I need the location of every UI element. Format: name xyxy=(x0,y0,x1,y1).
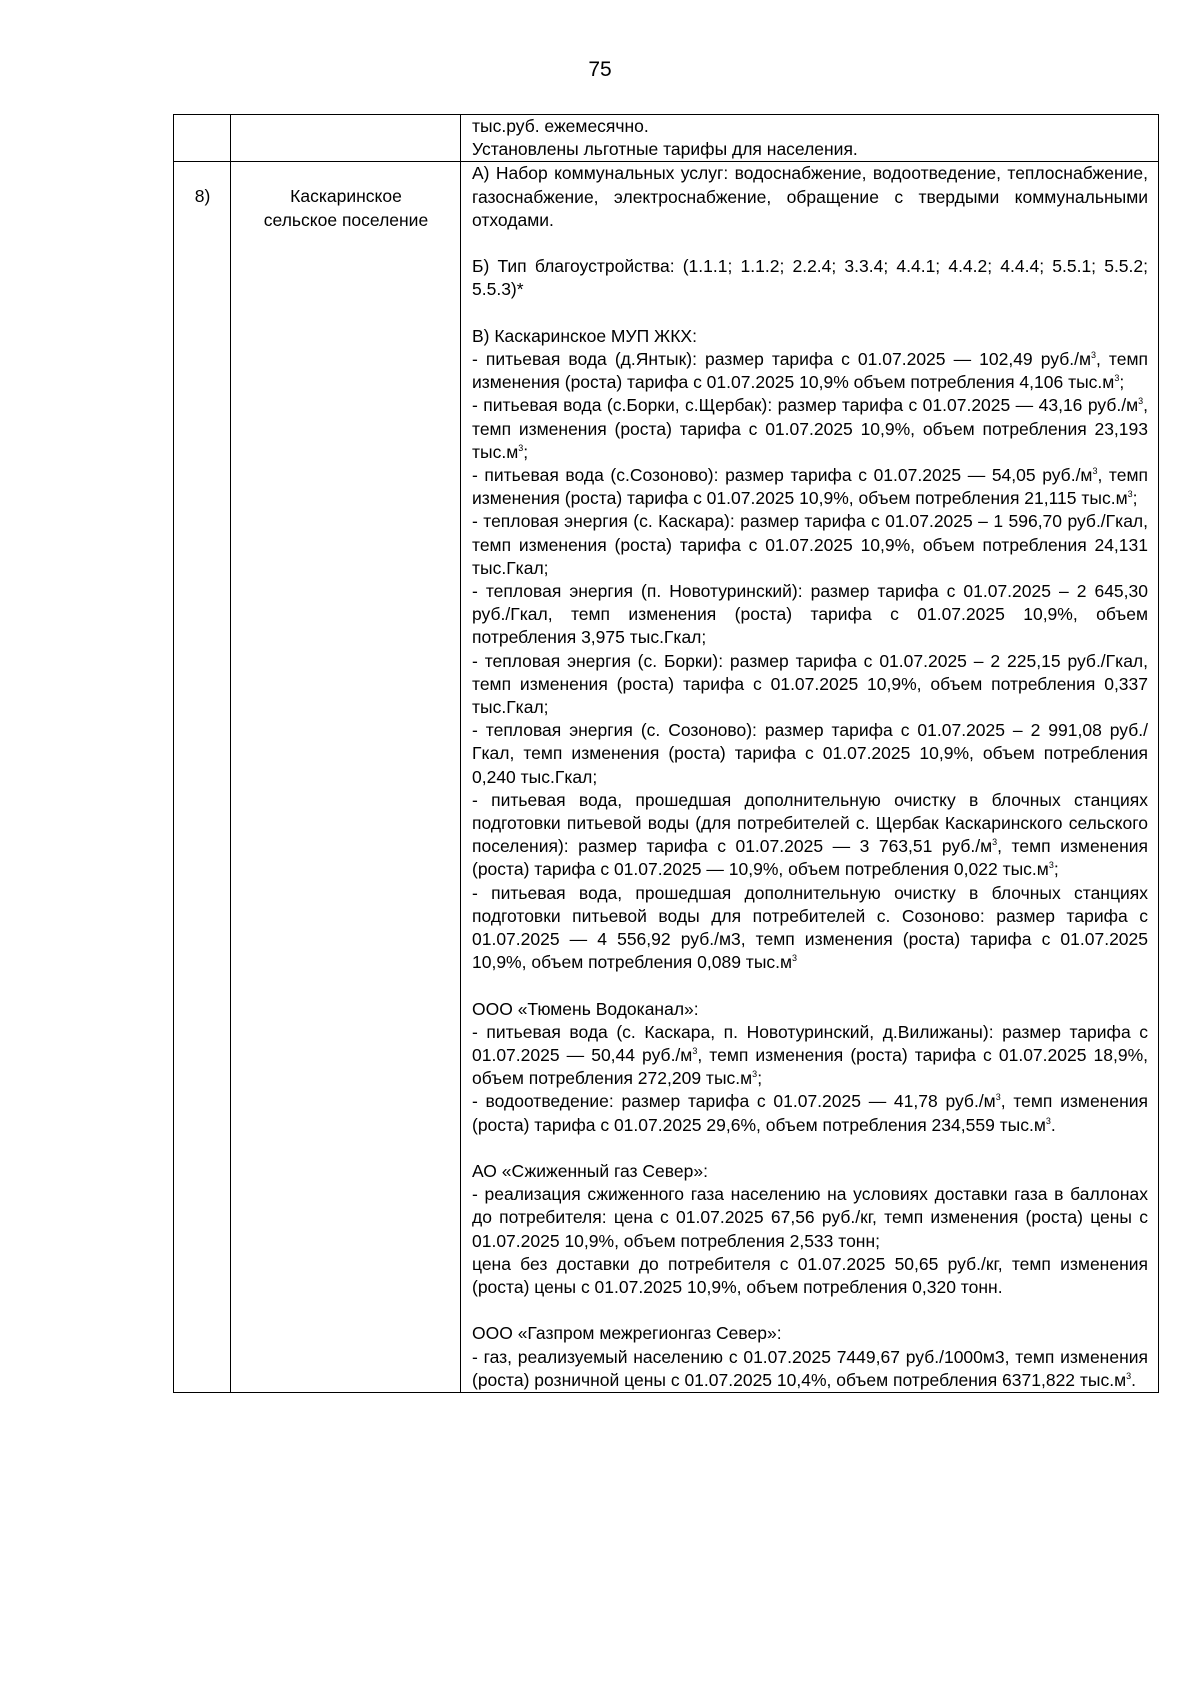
tariff-item: - газ, реализуемый населению с 01.07.2025 7449,67 руб./1000м3, темп изменения (роста) розничной цены с 01.07.2025 10,4%, объем потребления 6371,822 $тыс.м^3$. xyxy=(472,1346,1148,1390)
tariff-item: - тепловая энергия (с. Созоново): размер тарифа с 01.07.2025 – 2 991,08 руб./Гкал, темп изменения (роста) тарифа с 01.07.2025 10,9%, объем потребления 0,240 тыс.Гкал; xyxy=(472,720,1148,787)
services-paragraph: А) Набор коммунальных услуг: водоснабжение, водоотведение, теплоснабжение, газоснабжение, электроснабжение, обращение с твердыми коммунальными отходами. xyxy=(472,163,1148,230)
gazprom-heading: ООО «Газпром межрегионгаз Север»: xyxy=(472,1323,782,1344)
row-number-cell xyxy=(174,115,231,162)
page-number: 75 xyxy=(588,58,612,81)
vodokanal-heading: ООО «Тюмень Водоканал»: xyxy=(472,998,699,1019)
improvement-type-paragraph: Б) Тип благоустройства: (1.1.1; 1.1.2; 2.2.4; 3.3.4; 4.4.1; 4.4.2; 4.4.4; 5.5.1; 5.5.2; 5.5.3)* xyxy=(472,256,1148,300)
tariff-table xyxy=(173,114,1159,1393)
table-row-continued xyxy=(174,115,1159,162)
continued-line-1: тыс.руб. ежемесячно. xyxy=(472,116,649,136)
settlement-name-line-2: сельское поселение xyxy=(263,209,429,230)
tariff-item: - водоотведение: размер тарифа с 01.07.2025 — 41,78 $руб./м^3$, темп изменения (роста) тарифа с 01.07.2025 29,6%, объем потребления 234,559 $тыс.м^3$. xyxy=(472,1091,1148,1135)
tariff-item: - тепловая энергия (с. Борки): размер тарифа с 01.07.2025 – 2 225,15 руб./Гкал, темп изменения (роста) тарифа с 01.07.2025 10,9%, объем потребления 0,337 тыс.Гкал; xyxy=(472,650,1148,718)
description-cell xyxy=(461,115,1159,162)
tariff-item: - питьевая вода, прошедшая дополнительную очистку в блочных станциях подготовки питьевой воды (для потребителей с. Щербак Каскаринского сельского поселения): размер тарифа с 01.07.2025 — 3 763,51 $руб./м^3$, темп изменения (роста) тарифа с 01.07.2025 — 10,9%, объем потребления 0,022 $тыс.м^3$; xyxy=(472,789,1148,880)
gas-sever-heading: АО «Сжиженный газ Север»: xyxy=(472,1161,708,1182)
tariff-item: - питьевая вода (д.Янтык): размер тарифа с 01.07.2025 — 102,49 $руб./м^3$, темп изменения (роста) тарифа с 01.07.2025 10,9% объем потребления 4,106 $тыс.м^3$; xyxy=(472,349,1148,393)
tariff-item: цена без доставки до потребителя с 01.07.2025 50,65 руб./кг, темп изменения (роста) цены с 01.07.2025 10,9%, объем потребления 0,320 тонн. xyxy=(472,1253,1148,1298)
description-cell xyxy=(461,162,1159,1393)
table-row-8 xyxy=(174,162,1159,1393)
tariff-item: - питьевая вода (с.Созоново): размер тарифа с 01.07.2025 — 54,05 $руб./м^3$, темп изменения (роста) тарифа с 01.07.2025 10,9%, объем потребления 21,115 $тыс.м^3$; xyxy=(472,465,1148,509)
tariff-item: - тепловая энергия (с. Каскара): размер тарифа с 01.07.2025 – 1 596,70 руб./Гкал, темп изменения (роста) тарифа с 01.07.2025 10,9%, объем потребления 24,131 тыс.Гкал; xyxy=(472,511,1148,578)
settlement-name-cell xyxy=(231,162,461,1393)
tariff-item: - питьевая вода, прошедшая дополнительную очистку в блочных станциях подготовки питьевой воды для потребителей с. Созоново: размер тарифа с 01.07.2025 — 4 556,92 руб./м3, темп изменения (роста) тарифа с 01.07.2025 10,9%, объем потребления 0,089 $тыс.м^3$ xyxy=(472,882,1148,973)
tariff-item: - тепловая энергия (п. Новотуринский): размер тарифа с 01.07.2025 – 2 645,30 руб./Гкал, темп изменения (роста) тарифа с 01.07.2025 10,9%, объем потребления 3,975 тыс.Гкал; xyxy=(472,581,1148,648)
settlement-name-cell xyxy=(231,115,461,162)
tariff-item: - питьевая вода (с.Борки, с.Щербак): размер тарифа с 01.07.2025 — 43,16 $руб./м^3$, темп изменения (роста) тарифа с 01.07.2025 10,9%, объем потребления 23,193 $тыс.м^3$; xyxy=(472,395,1148,462)
tariff-item: - реализация сжиженного газа населению на условиях доставки газа в баллонах до потребителя: цена с 01.07.2025 67,56 руб./кг, темп изменения (роста) цены с 01.07.2025 10,9%, объем потребления 2,533 тонн; xyxy=(472,1184,1148,1251)
row-number-cell: 8) xyxy=(174,162,231,1393)
continued-line-2: Установлены льготные тарифы для населения. xyxy=(472,139,858,160)
settlement-name-line-1: Каскаринское xyxy=(290,186,402,207)
mup-heading: В) Каскаринское МУП ЖКХ: xyxy=(472,325,697,346)
tariff-item: - питьевая вода (с. Каскара, п. Новотуринский, д.Вилижаны): размер тарифа с 01.07.2025 — 50,44 $руб./м^3$, темп изменения (роста) тарифа с 01.07.2025 18,9%, объем потребления 272,209 $тыс.м^3$; xyxy=(472,1021,1148,1089)
